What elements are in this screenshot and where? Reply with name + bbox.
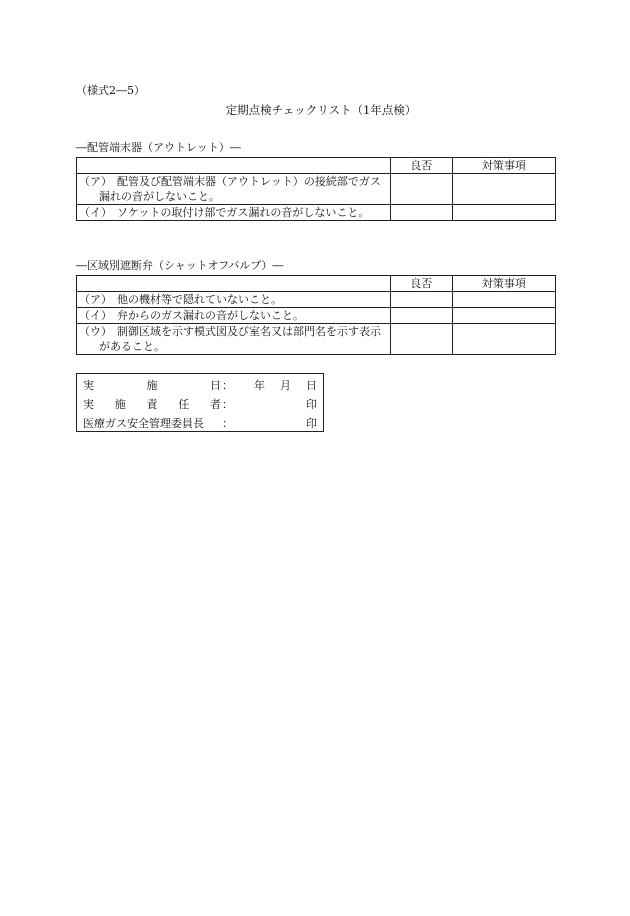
month-label: 月 (280, 379, 291, 392)
pass-fail-cell[interactable] (390, 174, 452, 205)
form-number: （様式2―5） (76, 84, 145, 97)
header-pass-fail: 良否 (390, 158, 452, 174)
year-label: 年 (254, 379, 265, 392)
check-item (77, 174, 391, 205)
label-char: 施 (146, 379, 158, 392)
table-row (77, 205, 556, 221)
seal-mark[interactable]: 印 (306, 398, 317, 411)
check-item (77, 308, 391, 324)
label-char: 実 (83, 398, 94, 411)
table-row (77, 174, 556, 205)
table-header-row (77, 276, 556, 292)
check-item (77, 324, 391, 355)
table-row (77, 324, 556, 355)
item-text: 弁からのガス漏れの音がしないこと。 (117, 309, 304, 322)
header-item (77, 276, 391, 292)
countermeasure-cell[interactable] (452, 205, 555, 221)
label-char: 日 (210, 379, 221, 392)
label-char: 者 (210, 398, 221, 411)
inspection-date-label (83, 376, 221, 395)
countermeasure-cell[interactable] (452, 308, 555, 324)
check-item (77, 205, 391, 221)
colon: ： (222, 417, 233, 430)
pass-fail-cell[interactable] (390, 308, 452, 324)
header-pass-fail: 良否 (390, 276, 452, 292)
table-row (77, 308, 556, 324)
item-text: 制御区域を示す模式図及び室名又は部門名を示す表示があること。 (99, 325, 381, 353)
inspection-date-field[interactable] (254, 376, 317, 395)
item-number: （ア） (79, 293, 112, 306)
countermeasure-cell[interactable] (452, 324, 555, 355)
check-item (77, 292, 391, 308)
label-char: 実 (83, 379, 94, 392)
label-char: 任 (178, 398, 190, 411)
label-char: 施 (114, 398, 126, 411)
section-heading-shutoff-valve: ―区域別遮断弁（シャットオフバルブ）― (76, 259, 284, 272)
item-text: 配管及び配管端末器（アウトレット）の接続部でガス漏れの音がしないこと。 (99, 175, 381, 203)
label-char: 責 (146, 398, 158, 411)
header-countermeasure: 対策事項 (452, 276, 555, 292)
responsible-person-row (83, 395, 317, 414)
checklist-table-shutoff-valve (76, 275, 556, 355)
item-number: （ア） (79, 175, 112, 188)
pass-fail-cell[interactable] (390, 324, 452, 355)
header-countermeasure: 対策事項 (452, 158, 555, 174)
section-heading-outlet: ―配管端末器（アウトレット）― (76, 141, 241, 154)
table-header-row (77, 158, 556, 174)
countermeasure-cell[interactable] (452, 174, 555, 205)
committee-chair-row (83, 414, 317, 433)
checklist-table-outlet (76, 157, 556, 221)
document-title: 定期点検チェックリスト（1年点検） (225, 103, 417, 117)
day-label: 日 (306, 379, 317, 392)
colon: ： (222, 398, 233, 411)
table-row (77, 292, 556, 308)
responsible-person-label (83, 395, 221, 414)
item-text: 他の機材等で隠れていないこと。 (117, 293, 282, 306)
colon: ： (222, 379, 233, 392)
countermeasure-cell[interactable] (452, 292, 555, 308)
pass-fail-cell[interactable] (390, 292, 452, 308)
header-item (77, 158, 391, 174)
committee-chair-label: 医療ガス安全管理委員長 (83, 417, 204, 430)
signature-box (76, 373, 324, 432)
item-text: ソケットの取付け部でガス漏れの音がしないこと。 (117, 206, 370, 219)
inspection-date-row (83, 376, 317, 395)
item-number: （イ） (79, 309, 112, 322)
item-number: （イ） (79, 206, 112, 219)
item-number: （ウ） (79, 325, 112, 338)
seal-mark[interactable]: 印 (306, 417, 317, 430)
pass-fail-cell[interactable] (390, 205, 452, 221)
